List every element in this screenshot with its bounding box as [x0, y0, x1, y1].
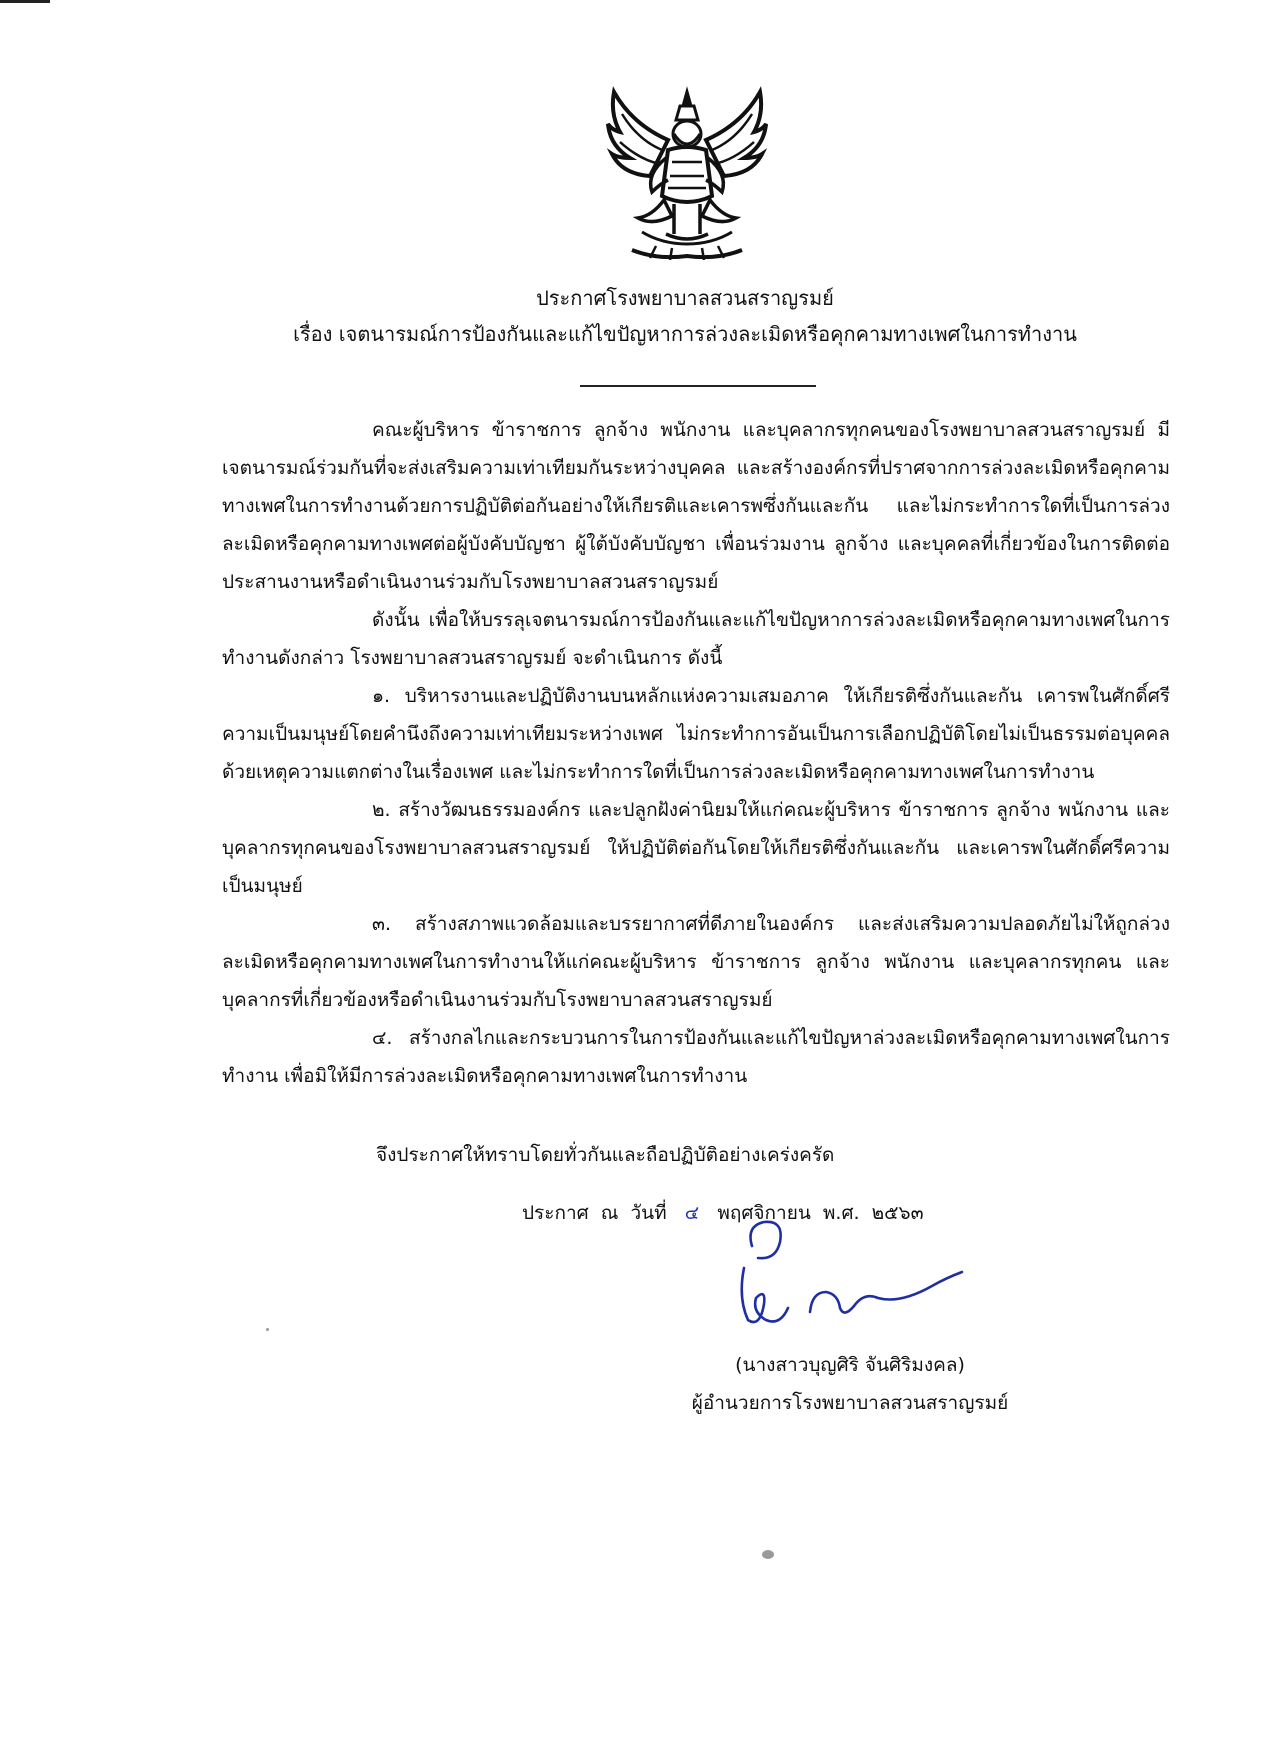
paragraph-therefore: ดังนั้น เพื่อให้บรรลุเจตนารมณ์การป้องกันและแก้ไขปัญหาการล่วงละเมิดหรือคุกคามทางเพศในการทำงานดังกล่าว โรงพยาบาลสวนสราญรมย์ จะดำเนินการ ดังนี้	[222, 609, 1170, 669]
date-day: ๔	[684, 1202, 700, 1224]
announcement-body	[222, 411, 1170, 1095]
paragraph-item-1: ๑. บริหารงานและปฏิบัติงานบนหลักแห่งความเสมอภาค ให้เกียรติซึ่งกันและกัน เคารพในศักดิ์ศรีความเป็นมนุษย์โดยคำนึงถึงความเท่าเทียมระหว่างเพศ ไม่กระทำการอันเป็นการเลือกปฏิบัติโดยไม่เป็นธรรมต่อบุคคลด้วยเหตุความแตกต่างในเรื่องเพศ และไม่กระทำการใดที่เป็นการล่วงละเมิดหรือคุกคามทางเพศในการทำงาน	[222, 685, 1170, 783]
closing-statement: จึงประกาศให้ทราบโดยทั่วกันและถือปฏิบัติอย่างเคร่งครัด	[376, 1144, 835, 1166]
date-prefix: ประกาศ ณ วันที่	[522, 1202, 667, 1224]
date-month-year: พฤศจิกายน พ.ศ. ๒๕๖๓	[717, 1202, 924, 1224]
scan-speck	[266, 1328, 269, 1331]
scan-edge-mark	[0, 0, 50, 3]
garuda-emblem-icon	[602, 84, 772, 260]
heading-block	[0, 280, 1280, 352]
paragraph-intro: คณะผู้บริหาร ข้าราชการ ลูกจ้าง พนักงาน และบุคลากรทุกคนของโรงพยาบาลสวนสราญรมย์ มีเจตนารมณ์ร่วมกันที่จะส่งเสริมความเท่าเทียมกันระหว่างบุคคล และสร้างองค์กรที่ปราศจากการล่วงละเมิดหรือคุกคามทางเพศในการทำงานด้วยการปฏิบัติต่อกันอย่างให้เกียรติและเคารพซึ่งกันและกัน และไม่กระทำการใดที่เป็นการล่วงละเมิดหรือคุกคามทางเพศต่อผู้บังคับบัญชา ผู้ใต้บังคับบัญชา เพื่อนร่วมงาน ลูกจ้าง และบุคคลที่เกี่ยวข้องในการติดต่อประสานงานหรือดำเนินงานร่วมกับโรงพยาบาลสวนสราญรมย์	[222, 419, 1170, 593]
announcement-title: ประกาศโรงพยาบาลสวนสราญรมย์	[536, 286, 834, 310]
paragraph-item-4: ๔. สร้างกลไกและกระบวนการในการป้องกันและแก้ไขปัญหาล่วงละเมิดหรือคุกคามทางเพศในการทำงาน เพื่อมิให้มีการล่วงละเมิดหรือคุกคามทางเพศในการทำงาน	[222, 1027, 1170, 1087]
paragraph-item-3: ๓. สร้างสภาพแวดล้อมและบรรยากาศที่ดีภายในองค์กร และส่งเสริมความปลอดภัยไม่ให้ถูกล่วงละเมิดหรือคุกคามทางเพศในการทำงานให้แก่คณะผู้บริหาร ข้าราชการ ลูกจ้าง พนักงาน และบุคลากรทุกคน และบุคลากรที่เกี่ยวข้องหรือดำเนินงานร่วมกับโรงพยาบาลสวนสราญรมย์	[222, 913, 1170, 1011]
signer-block	[620, 1346, 1080, 1422]
announcement-subject: เรื่อง เจตนารมณ์การป้องกันและแก้ไขปัญหาการล่วงละเมิดหรือคุกคามทางเพศในการทำงาน	[293, 322, 1077, 346]
signer-name: (นางสาวบุญศิริ จันศิริมงคล)	[735, 1354, 965, 1376]
heading-divider	[580, 385, 816, 387]
signer-position: ผู้อำนวยการโรงพยาบาลสวนสราญรมย์	[691, 1392, 1009, 1414]
scan-speck	[762, 1550, 774, 1559]
paragraph-item-2: ๒. สร้างวัฒนธรรมองค์กร และปลูกฝังค่านิยมให้แก่คณะผู้บริหาร ข้าราชการ ลูกจ้าง พนักงาน และบุคลากรทุกคนของโรงพยาบาลสวนสราญรมย์ ให้ปฏิบัติต่อกันโดยให้เกียรติซึ่งกันและกัน และเคารพในศักดิ์ศรีความเป็นมนุษย์	[222, 799, 1170, 897]
handwritten-signature	[700, 1208, 980, 1338]
